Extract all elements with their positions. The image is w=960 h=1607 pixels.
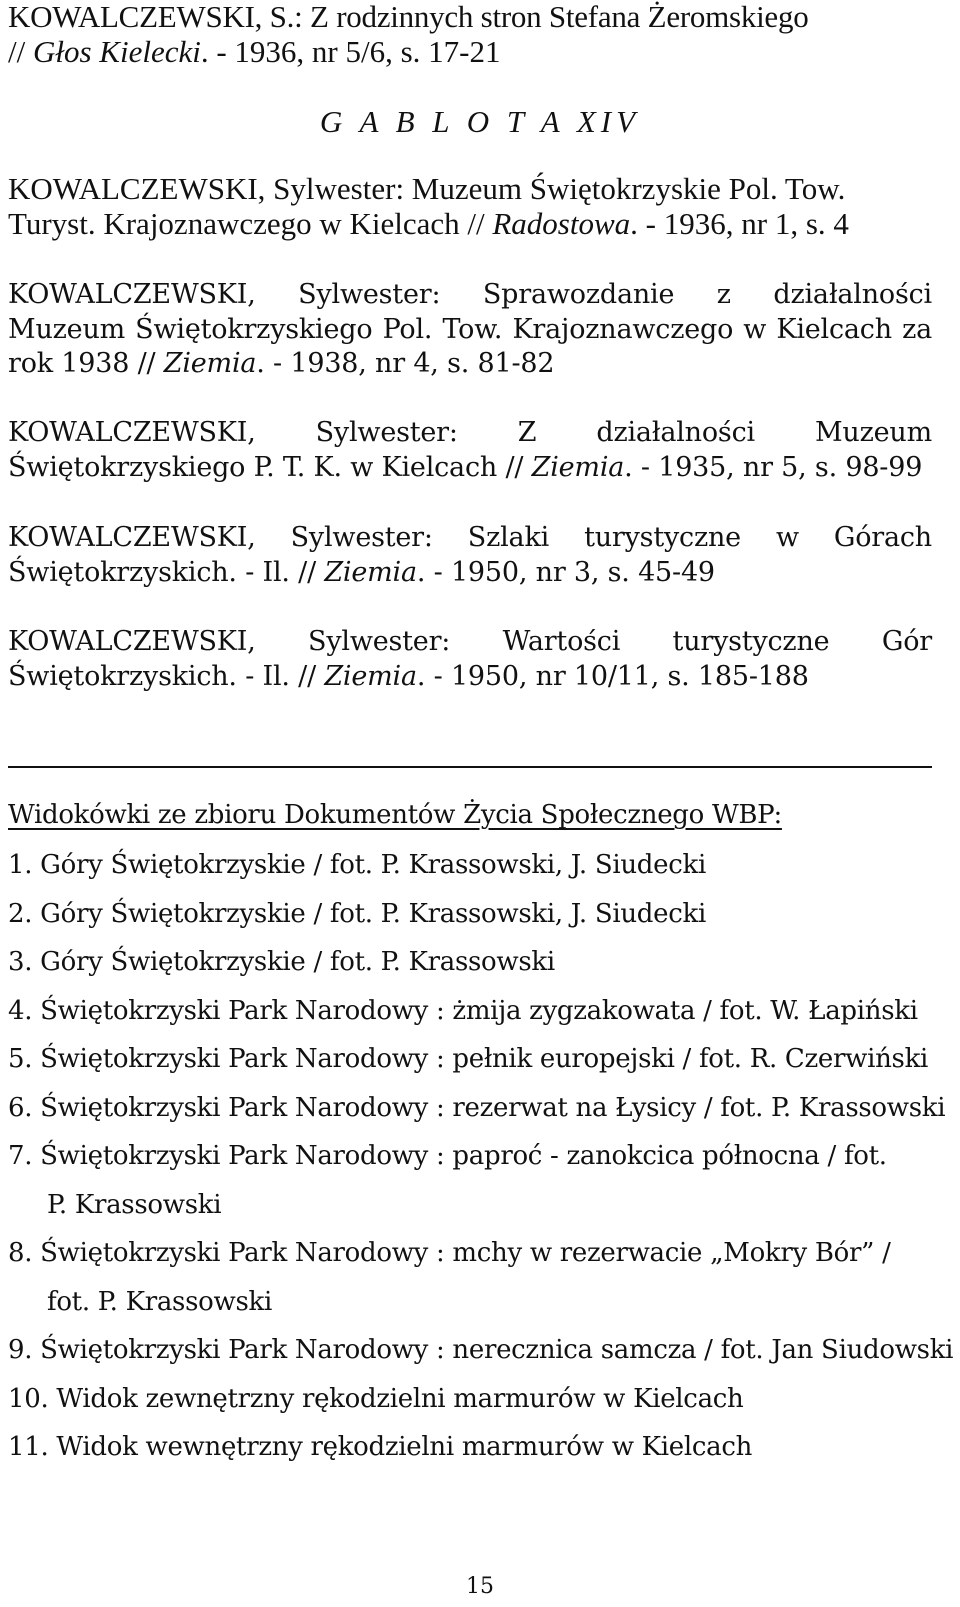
word: KOWALCZEWSKI, (8, 626, 256, 657)
word: Sylwester: (315, 417, 458, 448)
word: Pol. (382, 313, 433, 345)
entry-line (8, 347, 932, 382)
postcards-list (8, 848, 954, 1479)
list-item: 9. Świętokrzyski Park Narodowy : nerecznica samcza / fot. Jan Siudowski (8, 1335, 954, 1365)
word: Wartości (502, 626, 621, 657)
list-item-continuation: P. Krassowski (47, 1189, 222, 1220)
entry-line-text: . - 1950, nr 3, s. 45-49 (416, 556, 715, 588)
word: KOWALCZEWSKI, (8, 279, 256, 310)
word: z (716, 279, 731, 310)
journal-title: Ziemia (531, 451, 625, 483)
entry-line-text: // (8, 33, 33, 69)
word: Krajoznawczego (512, 313, 734, 345)
word: w (775, 522, 799, 553)
list-item: 10. Widok zewnętrzny rękodzielni marmurów w Kielcach (8, 1383, 744, 1414)
section-divider (8, 766, 932, 768)
bibliography-entry (8, 0, 932, 69)
bibliography-entry (8, 521, 932, 590)
entry-line (8, 451, 932, 486)
entry-line (8, 625, 932, 660)
list-item: 3. Góry Świętokrzyskie / fot. P. Krassowski (8, 947, 555, 977)
word: Sylwester: (290, 522, 433, 553)
bibliography-entry (8, 172, 932, 241)
entry-line (8, 278, 932, 313)
word: KOWALCZEWSKI, (8, 522, 256, 553)
bibliography-entry (8, 278, 932, 382)
word: turystyczne (584, 522, 741, 553)
list-item: 4. Świętokrzyski Park Narodowy : żmija zygzakowata / fot. W. Łapiński (8, 995, 918, 1026)
entry-line-text: . - 1935, nr 5, s. 98-99 (624, 451, 923, 483)
word: Z (517, 417, 537, 448)
section-title: G A B L O T A XIV (319, 104, 641, 139)
journal-title: Radostowa (492, 205, 631, 241)
word: Gór (881, 626, 932, 657)
bibliography-entry (8, 625, 932, 694)
entry-line-text: Świętokrzyskiego P. T. K. w Kielcach // (8, 451, 532, 483)
word: turystyczne (672, 626, 830, 657)
list-item: 6. Świętokrzyski Park Narodowy : rezerwat na Łysicy / fot. P. Krassowski (8, 1092, 946, 1123)
entry-line: KOWALCZEWSKI, S.: Z rodzinnych stron Stefana Żeromskiego (8, 0, 809, 34)
word: Świętokrzyskiego (135, 313, 373, 345)
word: w (743, 313, 767, 345)
entry-line (8, 313, 932, 348)
word: Szlaki (467, 522, 550, 553)
list-item: 5. Świętokrzyski Park Narodowy : pełnik europejski / fot. R. Czerwiński (8, 1044, 929, 1074)
entry-line-text: Turyst. Krajoznawczego w Kielcach // (8, 205, 493, 241)
entry-line: KOWALCZEWSKI, Sylwester: Muzeum Świętokrzyskie Pol. Tow. (8, 171, 846, 206)
entry-line-text: . - 1950, nr 10/11, s. 185-188 (416, 660, 809, 692)
journal-title: Głos Kielecki (32, 33, 201, 69)
entry-line (8, 521, 932, 556)
postcards-heading: Widokówki ze zbioru Dokumentów Życia Społecznego WBP: (8, 800, 782, 830)
word: Sylwester: (298, 279, 441, 310)
entry-line (8, 207, 932, 242)
bibliography-entry (8, 416, 932, 485)
entry-line (8, 35, 932, 70)
list-item: 8. Świętokrzyski Park Narodowy : mchy w rezerwacie „Mokry Bór” / (8, 1238, 891, 1268)
list-item: 11. Widok wewnętrzny rękodzielni marmurów w Kielcach (8, 1432, 753, 1462)
word: Tow. (442, 313, 503, 345)
word: działalności (773, 279, 932, 310)
list-item-continuation: fot. P. Krassowski (47, 1286, 272, 1317)
word: działalności (596, 417, 755, 448)
word: Kielcach (776, 313, 892, 345)
entry-line-text: . - 1938, nr 4, s. 81-82 (256, 348, 555, 379)
journal-title: Ziemia (163, 348, 257, 379)
entry-line-text: Świętokrzyskich. - Il. // (8, 660, 325, 692)
word: Sylwester: (308, 626, 451, 657)
page-number: 15 (466, 1574, 494, 1599)
entry-line (8, 660, 932, 695)
word: Muzeum (814, 417, 932, 448)
word: Górach (833, 522, 932, 553)
journal-title: Ziemia (324, 660, 417, 692)
entry-line-text: . - 1936, nr 1, s. 4 (630, 205, 849, 241)
list-item: 2. Góry Świętokrzyskie / fot. P. Krassowski, J. Siudecki (8, 898, 706, 929)
entry-line (8, 416, 932, 451)
word: za (902, 313, 932, 345)
journal-title: Ziemia (324, 556, 417, 588)
entry-line-text: . - 1936, nr 5/6, s. 17-21 (200, 33, 501, 69)
entry-line (8, 556, 932, 591)
entry-line-text: Świętokrzyskich. - Il. // (8, 556, 325, 588)
list-item: 1. Góry Świętokrzyskie / fot. P. Krassowski, J. Siudecki (8, 850, 706, 880)
entry-line-text: rok 1938 // (8, 348, 164, 379)
list-item: 7. Świętokrzyski Park Narodowy : paproć - zanokcica północna / fot. (8, 1141, 887, 1171)
word: Sprawozdanie (482, 279, 675, 310)
word: Muzeum (8, 313, 126, 345)
word: KOWALCZEWSKI, (8, 417, 256, 448)
